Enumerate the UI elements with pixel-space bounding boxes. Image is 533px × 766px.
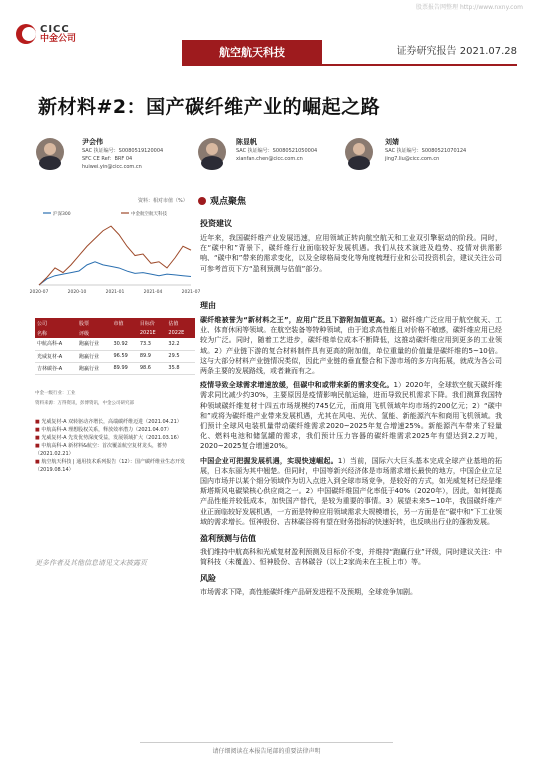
table-subheader: 名称 (35, 328, 77, 338)
list-item[interactable]: ■ 中航高科-A 理想股权关系，释放效率潜力（2021.04.07） (35, 427, 172, 433)
author-sfc: SFC CE Ref：BRF 04 (82, 156, 133, 162)
author-name: 尹会伟 (82, 138, 103, 146)
author-name: 刘婧 (385, 138, 399, 146)
heading-reason: 理由 (200, 301, 216, 310)
disclosure-note: 更多作者及其他信息请见文末披露页 (35, 559, 147, 567)
list-item[interactable]: ■ 光威复材-A 先发优势深度受益，发展领域扩大（2021.03.16） (35, 435, 182, 441)
table-cell: 96.59 (112, 350, 138, 362)
bullet-icon (198, 197, 206, 205)
chart-title: 资料：相对市值（%） (138, 198, 188, 204)
logo (16, 24, 76, 44)
table-subheader: 评级 (77, 328, 112, 338)
table-cell: 89.99 (112, 362, 138, 374)
table-cell: 73.3 (138, 338, 167, 350)
watermark: 股票报告网整理 http://www.nxny.com (416, 4, 523, 11)
para-reason-3: 中国企业可把握发展机遇，实现快速崛起。1）当前，国际六大巨头基本完成全球产业基地的拓展，日本东丽为其中翘楚。但同时，中国等新兴经济体是市场需求增长最快的地方，中国企业立足国内市场并以某个细分领域作为切入点进入到全球市场竞争，是较好的方式，如光威复材已经是维斯塔斯风电碳梁核心供应商之一。2）中国碳纤维国产化率低于40%（2020年），因此，如何提高产品性能并较低成本，加快国产替代，是较为重要的事情。3）展望未来5~10年，我国碳纤维产业正面临较好发展机遇，一方面是特种应用领域需求大规模增长，另一方面是在“碳中和”下工业领域的需求增长。恒神股份、吉林碳谷将有望在财务指标的快速好转，也反映出行业的蓬勃发展。 (200, 456, 503, 526)
para-invest: 近年来，我国碳纤维产业发展迅速，应用领域正转向航空航天和工业双引擎驱动的阶段。同时，在“碳中和”背景下，碳纤维行业面临较好发展机遇。我们从技术演进及趋势、疫情对供需影响、“碳中和”带来的需求变化，以及全球格局变化等角度梳理行业和公司投资机会，建议关注公司可参考首页下方“盈利预测与估值”部分。 (200, 234, 502, 273)
footer-divider (140, 742, 393, 743)
logo-cn: 中金公司 (40, 33, 77, 44)
table-cell: 89.9 (138, 350, 167, 362)
author-photo (198, 138, 226, 166)
table-cell: 98.6 (138, 362, 167, 374)
table-note: 中金一级行业：工业 (35, 391, 76, 396)
page-title: 新材料#2：国产碳纤维产业的崛起之路 (38, 96, 381, 118)
table-subheader (112, 328, 138, 338)
list-item[interactable]: ■ 航空航天科技 | 通用技术系列报告（12）：国产碳纤维业生态开发（2019.08.14） (35, 459, 186, 473)
para-reason-2: 疫情导致全球需求增速放缓，但碳中和或带来新的需求变化。1）2020年，全球软空航天碳纤维需求同比减少约30%，主要原因是疫情影响民航运输，进而导致民机需求下降。我们测算我国特种领域碳纤维复材十四五市场规模约745亿元，而商用飞机领域年均市场约200亿元；2）“碳中和”或将为碳纤维产业带来发展机遇，尤其在风电、光伏、氢能、新能源汽车和商用飞机领域。我们预计全球风电装机量带动碳纤维需求2020~2025年复合增速25%。新能源汽车带来了轻量化、燃料电池和储氢罐的需求，我们预计压力容器的碳纤维需求2025年有望达到2.2万吨，2020~2025复合增速20%。 (200, 381, 502, 451)
footer-disclaimer[interactable]: 请仔细阅读在本报告尾部的重要法律声明 (212, 748, 321, 755)
table-subheader: 2022E (166, 328, 195, 338)
table-cell: 32.2 (166, 338, 195, 350)
valuation-table (35, 318, 195, 375)
list-item[interactable]: ■ 光威复材-A 双转驱动齐增长，高端碳纤维迈进（2021.04.21） (35, 419, 182, 425)
author-sac: SAC 执证编号：S0080519120004 (82, 148, 164, 154)
logo-en: CICC (40, 23, 70, 35)
table-subheader: 2021E (138, 328, 167, 338)
heading-invest: 投资建议 (200, 219, 232, 228)
para-risk: 市场需求下降，高性能碳纤维产品研发进程不及预期，全球竞争加剧。 (200, 588, 417, 597)
author-name: 陈显帆 (236, 138, 257, 146)
para-estimate: 我们维持中航高科和光威复材盈利预测及目标价不变，并维持“跑赢行业”评级，同时建议关注：中简科技（未覆盖）、恒神股份、吉林碳谷（以上2家尚未在主板上市）等。 (200, 548, 502, 567)
table-row (35, 350, 195, 362)
author-sac: SAC 执证编号：S0080521050004 (236, 148, 318, 154)
legend-label: 中金航空航天科技 (131, 212, 167, 217)
author-photo (345, 138, 373, 166)
table-cell: 跑赢行业 (77, 338, 112, 350)
table-header: 估值 (166, 318, 195, 328)
author-photo (36, 138, 64, 166)
section-title: 观点聚焦 (210, 197, 247, 207)
tick-label: 2021-01 (105, 290, 125, 295)
table-cell: 跑赢行业 (77, 350, 112, 362)
table-cell: 跑赢行业 (77, 362, 112, 374)
table-cell: 光威复材-A (35, 350, 77, 362)
heading-estimate: 盈利预测与估值 (200, 534, 256, 544)
tick-label: 2020-07 (29, 290, 49, 295)
header-divider (182, 64, 517, 66)
table-row (35, 362, 195, 374)
author-email[interactable]: huiwei.yin@cicc.com.cn (82, 164, 142, 170)
table-header: 公司 (35, 318, 77, 328)
tick-label: 2020-10 (67, 290, 87, 295)
table-header: 市值 (112, 318, 138, 328)
table-header: 目标价 (138, 318, 167, 328)
heading-risk: 风险 (200, 574, 216, 584)
list-item[interactable]: ■ 中航高科-A 新材料&航空：首次覆盖航空复材龙头，蓄势（2021.02.21） (35, 443, 168, 457)
relative-performance-chart (29, 205, 201, 300)
table-cell: 35.8 (166, 362, 195, 374)
table-cell: 29.5 (166, 350, 195, 362)
section-header (198, 194, 246, 207)
report-type: 证券研究报告 2021.07.28 (396, 46, 517, 57)
table-cell: 中航高科-A (35, 338, 77, 350)
table-header: 股票 (77, 318, 112, 328)
tick-label: 2021-04 (143, 290, 163, 295)
table-cell: 吉林碳谷-A (35, 362, 77, 374)
para-reason-1: 碳纤维被誉为“新材料之王”，应用广泛且下游附加值更高。1）碳纤维广泛应用于航空航天、工业、体育休闲等领域。在航空装备等特种领域，由于追求高性能且对价格不敏感，碳纤维应用已经较为广泛。同时，随着工艺进步，碳纤维单位成本不断降低，这推动碳纤维应用到更多的工业领域。2）产业链下游的复合材料制件具有更高的附加值，单位重量的价值量是碳纤维的5~10倍。这与大部分材料产业链情况类似，因此产业链的垂直整合和下游市场的多方向拓展，就成为各公司两条主要的发展路线，或者兼而有之。 (200, 316, 502, 376)
legend-label: 沪深300 (53, 212, 71, 217)
author-email[interactable]: xianfan.chen@cicc.com.cn (236, 156, 303, 162)
sector-banner: 航空航天科技 (182, 40, 322, 64)
author-email[interactable]: jing7.liu@cicc.com.cn (385, 156, 440, 162)
table-row (35, 338, 195, 350)
table-cell: 30.92 (112, 338, 138, 350)
author-sac: SAC 执证编号：S0080521070124 (385, 148, 467, 154)
tick-label: 2021-07 (181, 290, 201, 295)
cicc-logo-icon (16, 24, 36, 44)
series-line (39, 262, 191, 285)
series-line (39, 226, 191, 285)
table-source: 资料来源：万得资讯，彭博资讯，中金公司研究部 (35, 401, 134, 406)
related-reports (35, 418, 200, 474)
